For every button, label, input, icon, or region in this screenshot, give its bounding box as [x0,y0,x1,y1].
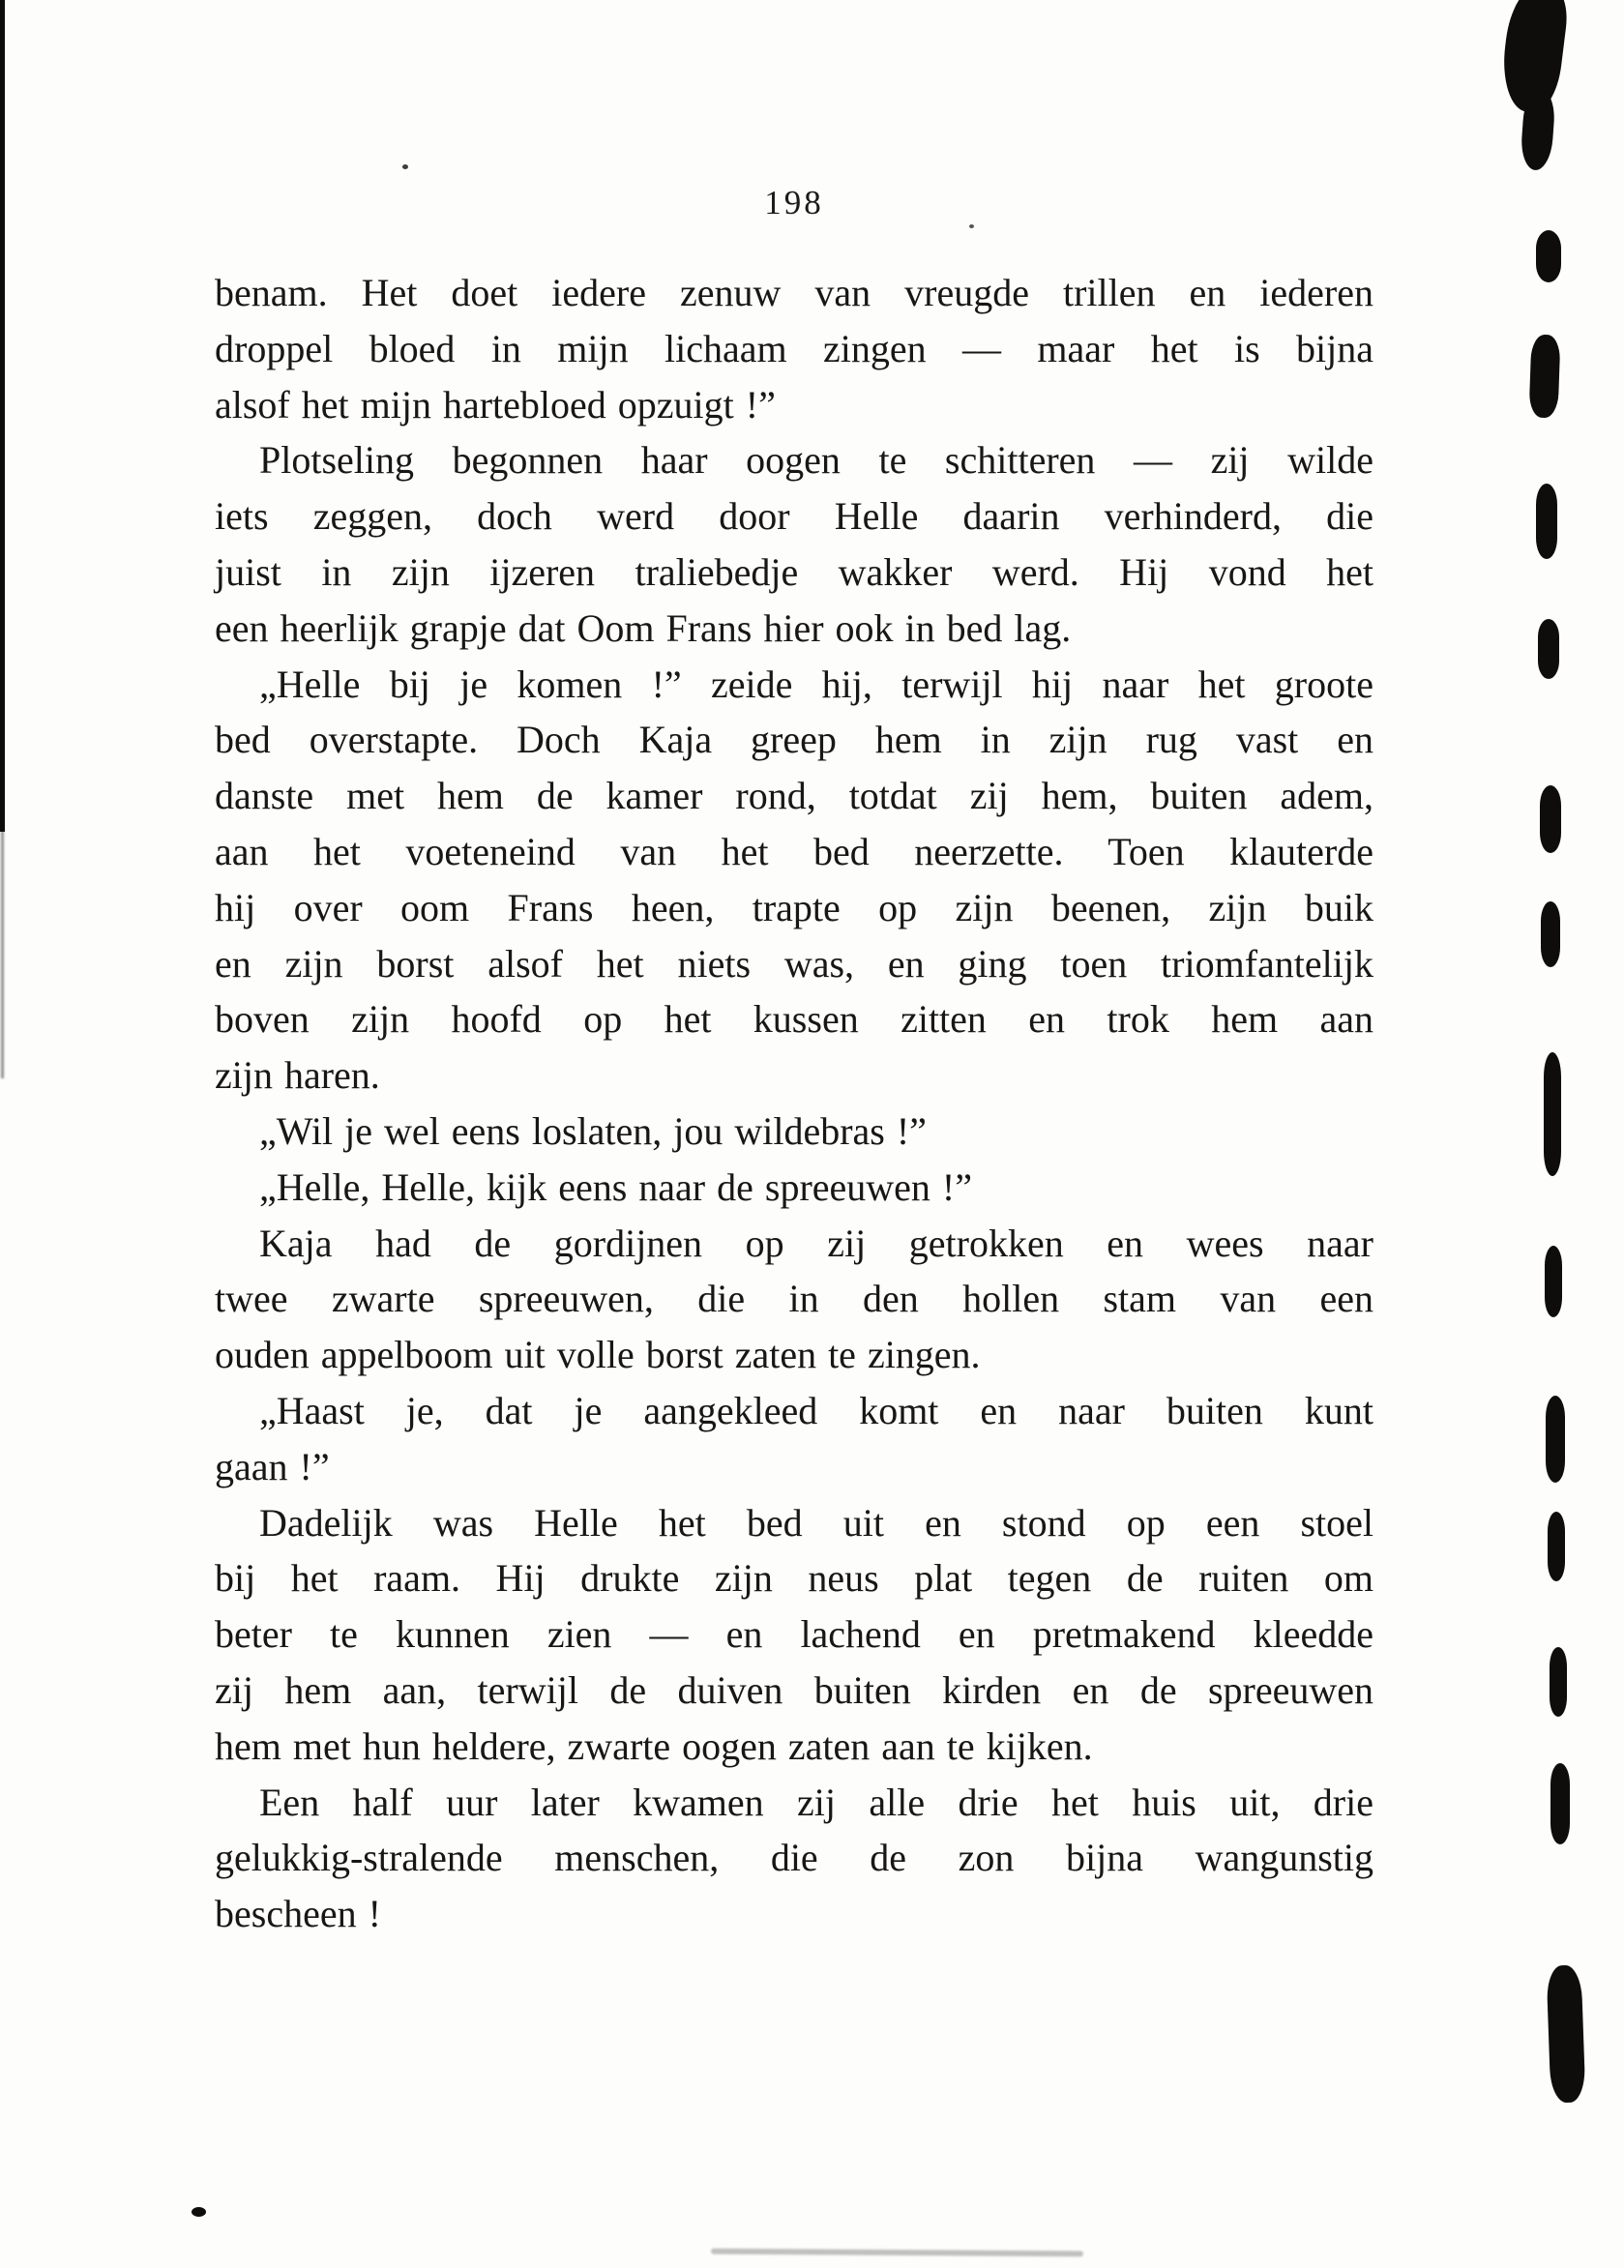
ink-blot [1538,619,1559,679]
text-line: boven zijn hoofd op het kussen zitten en trok hem aan [215,997,1373,1042]
text-block [215,265,1373,1942]
text-line: hem met hun heldere, zwarte oogen zaten aan te kijken. [215,1723,1093,1768]
gutter-line [0,0,5,832]
ink-blot [1541,901,1560,967]
text-line: twee zwarte spreeuwen, die in den hollen stam van een [215,1277,1373,1321]
text-line: „Wil je wel eens loslaten, jou wildebras !” [259,1108,927,1153]
text-line: benam. Het doet iedere zenuw van vreugde trillen en iederen [215,271,1373,314]
text-line: zijn haren. [215,1053,380,1098]
text-line: en zijn borst alsof het niets was, en ging toen triomfantelijk [215,941,1373,986]
ink-blot [1550,1763,1570,1844]
ink-blot [1546,1396,1565,1483]
text-line: „Helle bij je komen !” zeide hij, terwijl hij naar het groote [259,662,1373,706]
text-line: hij over oom Frans heen, trapte op zijn beenen, zijn buik [215,885,1373,929]
text-line: droppel bloed in mijn lichaam zingen — maar het is bijna [215,326,1373,370]
gutter-line [1,827,4,1078]
text-line: „Helle, Helle, kijk eens naar de spreeuwen !” [259,1164,972,1209]
text-line: Plotseling begonnen haar oogen te schitteren — zij wilde [259,438,1373,483]
text-line: juist in zijn ijzeren traliebedje wakker werd. Hij vond het [215,549,1373,594]
ink-blot [1544,1052,1561,1176]
ink-blot [1550,1647,1567,1717]
page-number: 198 [764,184,824,221]
text-line: zij hem aan, terwijl de duiven buiten kirden en de spreeuwen [215,1667,1373,1712]
text-line: bij het raam. Hij drukte zijn neus plat tegen de ruiten om [215,1556,1373,1601]
text-line: danste met hem de kamer rond, totdat zij hem, buiten adem, [215,774,1373,818]
text-line: een heerlijk grapje dat Oom Frans hier ook in bed lag. [215,605,1072,650]
text-line: gaan !” [215,1444,330,1488]
scan-streak [711,2249,1083,2257]
ink-blot [1548,1512,1565,1581]
text-line: iets zeggen, doch werd door Helle daarin verhinderd, die [215,494,1373,539]
ink-blot [1536,484,1557,559]
ink-speck [969,224,974,228]
text-line: Dadelijk was Helle het bed uit en stond op een stoel [259,1500,1373,1545]
text-line: alsof het mijn hartebloed opzuigt !” [215,382,776,427]
text-line: ouden appelboom uit volle borst zaten te zingen. [215,1333,981,1377]
ink-blot [1529,335,1561,419]
text-line: bed overstapte. Doch Kaja greep hem in zijn rug vast en [215,718,1373,762]
ink-blot [1540,785,1561,853]
text-line: gelukkig-stralende menschen, die de zon bijna wangunstig [215,1836,1373,1880]
ink-blot [1545,1246,1562,1317]
ink-blot [1547,1964,1586,2103]
text-line: Een half uur later kwamen zij alle drie het huis uit, drie [259,1780,1373,1824]
text-line: aan het voeteneind van het bed neerzette. Toen klauterde [215,829,1373,873]
ink-blot [1536,230,1561,282]
text-line: Kaja had de gordijnen op zij getrokken en wees naar [259,1221,1373,1265]
text-line: „Haast je, dat je aangekleed komt en naar buiten kunt [259,1388,1373,1432]
ink-speck [402,164,408,169]
text-line: bescheen ! [215,1892,381,1936]
text-line: beter te kunnen zien — en lachend en pretmakend kleedde [215,1612,1373,1657]
ink-speck [192,2207,206,2217]
